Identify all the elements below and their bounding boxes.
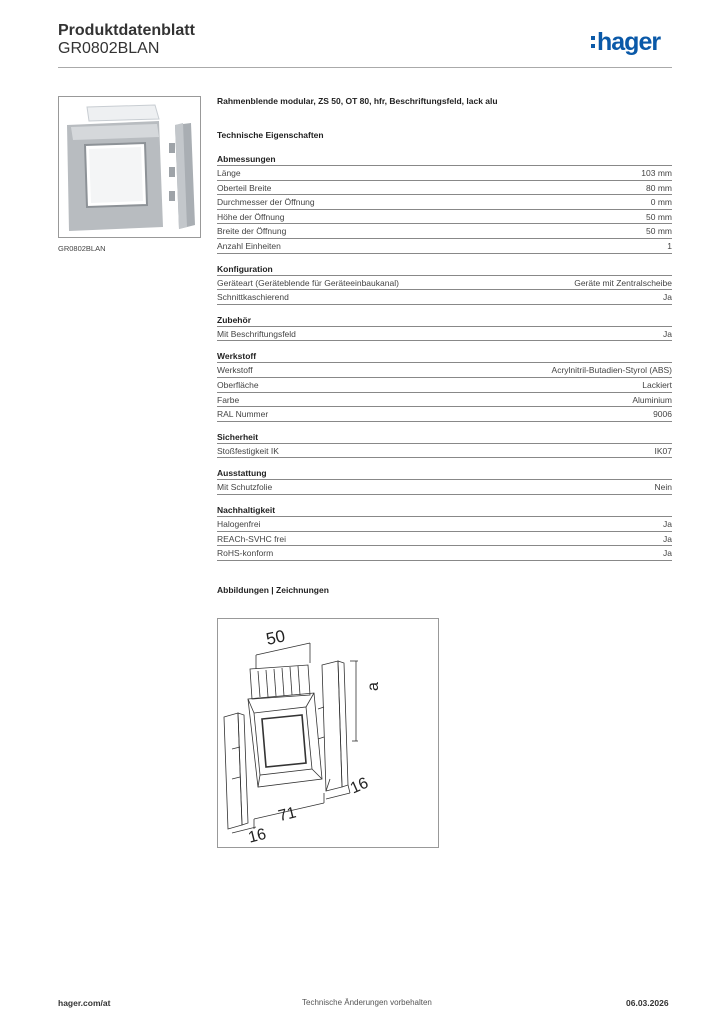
property-value: IK07 bbox=[654, 445, 672, 456]
property-value: Geräte mit Zentralscheibe bbox=[574, 277, 672, 288]
property-label: Mit Schutzfolie bbox=[217, 482, 273, 493]
drawings-heading: Abbildungen | Zeichnungen bbox=[217, 584, 329, 595]
property-label: Breite der Öffnung bbox=[217, 226, 287, 237]
product-description: Rahmenblende modular, ZS 50, OT 80, hfr, Beschriftungsfeld, lack alu bbox=[217, 96, 498, 106]
property-label: Mit Beschriftungsfeld bbox=[217, 328, 296, 339]
property-value: Ja bbox=[663, 328, 672, 339]
property-label: Anzahl Einheiten bbox=[217, 240, 281, 251]
logo-dots-icon bbox=[591, 36, 595, 48]
section-title: Zubehör bbox=[217, 315, 672, 327]
section-title: Ausstattung bbox=[217, 468, 672, 480]
property-value: 1 bbox=[667, 240, 672, 251]
property-row bbox=[217, 239, 672, 254]
property-row bbox=[217, 290, 672, 305]
property-value: 9006 bbox=[653, 409, 672, 420]
footer-website-link[interactable]: hager.com/at bbox=[58, 998, 111, 1008]
property-row bbox=[217, 210, 672, 225]
property-row bbox=[217, 166, 672, 181]
document-title: Produktdatenblatt bbox=[58, 22, 195, 39]
article-number: GR0802BLAN bbox=[58, 40, 160, 57]
dim-top: 50 bbox=[264, 626, 287, 649]
property-label: Durchmesser der Öffnung bbox=[217, 197, 315, 208]
section-title: Konfiguration bbox=[217, 264, 672, 276]
section-werkstoff bbox=[217, 351, 672, 421]
footer-date: 06.03.2026 bbox=[626, 998, 669, 1008]
property-row bbox=[217, 276, 672, 291]
property-label: REACh-SVHC frei bbox=[217, 533, 286, 544]
technical-properties-heading: Technische Eigenschaften bbox=[217, 130, 324, 140]
property-row bbox=[217, 546, 672, 561]
property-value: Ja bbox=[663, 518, 672, 529]
dim-left: 16 bbox=[246, 825, 268, 847]
property-row bbox=[217, 363, 672, 378]
footer-note: Technische Änderungen vorbehalten bbox=[302, 998, 432, 1007]
section-title: Nachhaltigkeit bbox=[217, 505, 672, 517]
property-value: 50 mm bbox=[646, 226, 672, 237]
property-row bbox=[217, 393, 672, 408]
property-value: Ja bbox=[663, 292, 672, 303]
property-value: 80 mm bbox=[646, 182, 672, 193]
section-ausstattung bbox=[217, 468, 672, 495]
section-title: Werkstoff bbox=[217, 351, 672, 363]
property-label: Stoßfestigkeit IK bbox=[217, 445, 279, 456]
property-row bbox=[217, 224, 672, 239]
product-details bbox=[217, 96, 672, 595]
property-label: Oberfläche bbox=[217, 379, 259, 390]
property-value: 50 mm bbox=[646, 211, 672, 222]
property-row bbox=[217, 181, 672, 196]
property-value: Ja bbox=[663, 533, 672, 544]
section-abmessungen bbox=[217, 154, 672, 254]
property-value: Ja bbox=[663, 548, 672, 559]
header-divider bbox=[58, 67, 672, 68]
property-label: Geräteart (Geräteblende für Geräteeinbaukanal) bbox=[217, 277, 399, 288]
property-value: 103 mm bbox=[641, 168, 672, 178]
property-row bbox=[217, 517, 672, 532]
property-label: RAL Nummer bbox=[217, 409, 269, 420]
product-image bbox=[58, 96, 201, 238]
section-sicherheit bbox=[217, 432, 672, 459]
property-label: Schnittkaschierend bbox=[217, 292, 289, 303]
property-label: Werkstoff bbox=[217, 365, 253, 376]
property-label: Halogenfrei bbox=[217, 518, 261, 529]
dim-height: a bbox=[365, 682, 382, 691]
section-title: Sicherheit bbox=[217, 432, 672, 444]
section-nachhaltigkeit bbox=[217, 505, 672, 561]
property-value: Nein bbox=[654, 482, 672, 493]
section-konfiguration bbox=[217, 264, 672, 305]
product-image-caption: GR0802BLAN bbox=[58, 244, 106, 253]
dim-width: 71 bbox=[276, 804, 298, 826]
section-title: Abmessungen bbox=[217, 154, 672, 166]
property-row bbox=[217, 444, 672, 459]
property-label: Oberteil Breite bbox=[217, 182, 272, 193]
technical-drawing bbox=[217, 618, 439, 848]
property-value: 0 mm bbox=[650, 197, 672, 208]
property-label: Länge bbox=[217, 168, 241, 178]
property-row bbox=[217, 532, 672, 547]
property-sections bbox=[217, 154, 672, 561]
property-value: Lackiert bbox=[642, 379, 672, 390]
property-label: Farbe bbox=[217, 394, 240, 405]
section-zubeh-r bbox=[217, 315, 672, 342]
property-value: Aluminium bbox=[632, 394, 672, 405]
property-label: Höhe der Öffnung bbox=[217, 211, 285, 222]
property-label: RoHS-konform bbox=[217, 548, 274, 559]
dim-right: 16 bbox=[347, 774, 372, 798]
hager-logo[interactable] bbox=[591, 28, 660, 56]
logo-text: hager bbox=[597, 27, 661, 56]
property-row bbox=[217, 327, 672, 342]
property-row bbox=[217, 195, 672, 210]
property-row bbox=[217, 378, 672, 393]
property-row bbox=[217, 407, 672, 422]
property-value: Acrylnitril-Butadien-Styrol (ABS) bbox=[551, 365, 672, 376]
property-row bbox=[217, 480, 672, 495]
